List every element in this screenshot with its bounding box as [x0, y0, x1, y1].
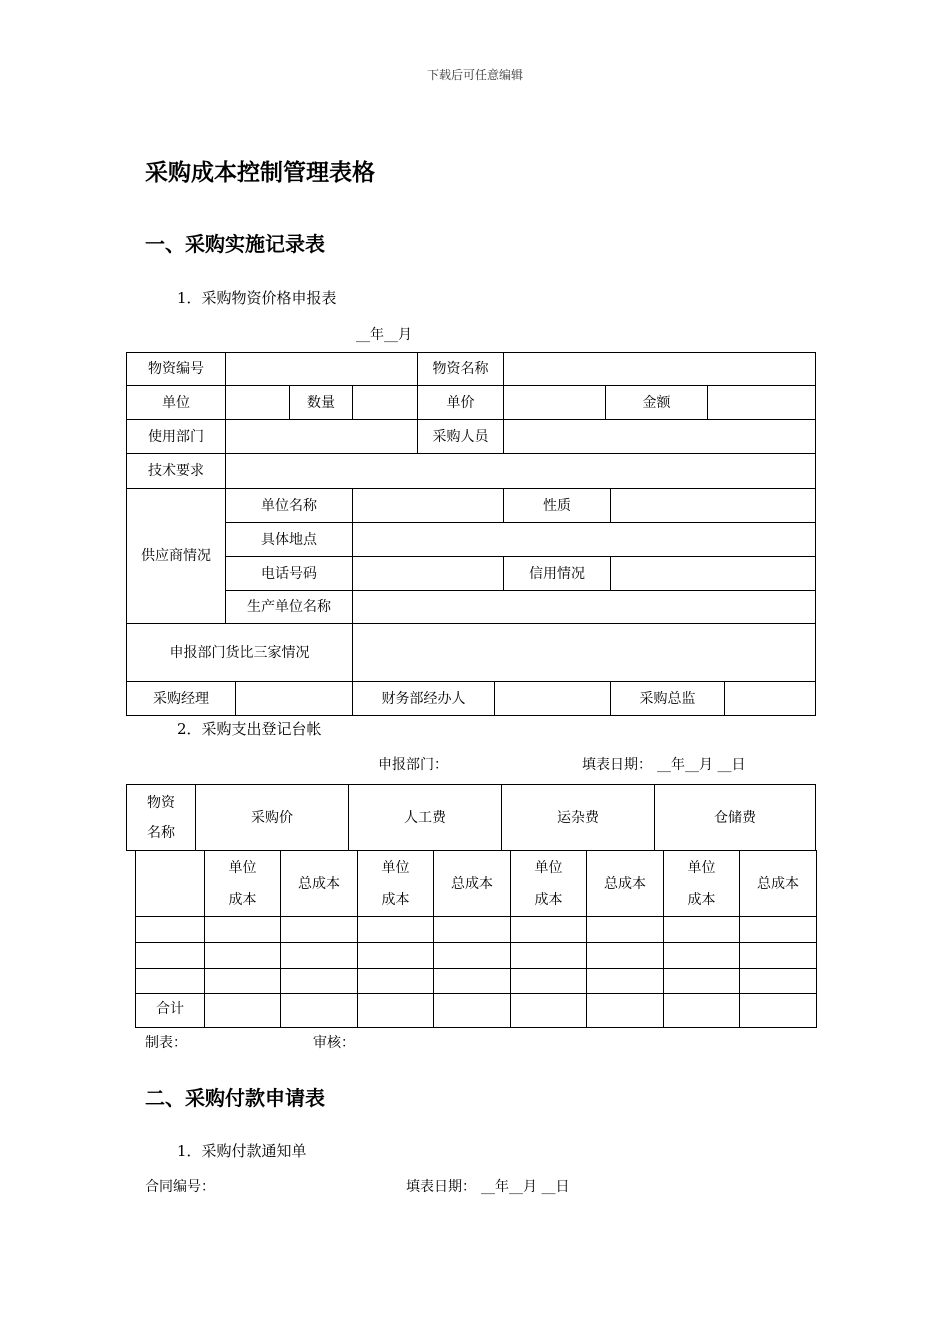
field-amount[interactable] — [707, 385, 816, 420]
ledger-cell[interactable] — [204, 968, 281, 994]
field-tech[interactable] — [225, 453, 816, 489]
label-director: 采购总监 — [610, 681, 725, 716]
ledger-cell[interactable] — [204, 942, 281, 969]
subheader-unit-cost — [510, 850, 587, 917]
field-unit[interactable] — [225, 385, 290, 420]
field-manager[interactable] — [235, 681, 353, 716]
subheader-total-cost: 总成本 — [433, 850, 511, 917]
ledger-cell[interactable] — [204, 916, 281, 943]
payment-notice-title: 1．采购付款通知单 — [177, 1142, 307, 1160]
ledger-cell[interactable] — [357, 968, 434, 994]
ledger-cell[interactable] — [280, 916, 358, 943]
ledger-cell[interactable] — [357, 942, 434, 969]
form2-date-label: 填表日期： — [582, 757, 652, 773]
subheader-total-cost: 总成本 — [280, 850, 358, 917]
unit-cost-line2: 成本 — [381, 891, 410, 908]
ledger-cell[interactable] — [433, 916, 511, 943]
label-supplier: 供应商情况 — [126, 488, 226, 624]
header-item-name-line2: 名称 — [147, 824, 175, 841]
ledger-cell[interactable] — [204, 993, 281, 1028]
field-compare[interactable] — [352, 623, 816, 682]
unit-cost-line2: 成本 — [228, 891, 257, 908]
subheader-unit-cost — [204, 850, 281, 917]
header-group-freight: 运杂费 — [501, 784, 655, 851]
ledger-cell[interactable] — [510, 993, 587, 1028]
contract-no-label: 合同编号： — [145, 1179, 215, 1195]
ledger-cell[interactable] — [280, 993, 358, 1028]
unit-cost-line1: 单位 — [687, 859, 716, 876]
field-sup-name[interactable] — [352, 488, 504, 523]
section2-title: 二、采购付款申请表 — [145, 1086, 325, 1110]
ledger-cell[interactable] — [280, 942, 358, 969]
field-item-no[interactable] — [225, 352, 418, 386]
header-item-name-line1: 物资 — [147, 794, 175, 811]
unit-cost-line1: 单位 — [228, 859, 257, 876]
label-tech: 技术要求 — [126, 453, 226, 489]
ledger-cell[interactable] — [739, 942, 817, 969]
label-nature: 性质 — [503, 488, 611, 523]
label-unit: 单位 — [126, 385, 226, 420]
label-item-name: 物资名称 — [417, 352, 504, 386]
field-nature[interactable] — [610, 488, 816, 523]
form2-title: 2．采购支出登记台帐 — [177, 720, 322, 738]
label-manager: 采购经理 — [126, 681, 236, 716]
label-credit: 信用情况 — [503, 556, 611, 591]
maker-label: 制表： — [145, 1035, 187, 1051]
ledger-cell[interactable] — [663, 942, 740, 969]
ledger-cell[interactable] — [280, 968, 358, 994]
ledger-cell[interactable] — [357, 993, 434, 1028]
label-amount: 金额 — [605, 385, 708, 420]
subheader-blank — [135, 850, 205, 917]
form1-date-line: __年__月 — [356, 327, 412, 343]
unit-cost-line2: 成本 — [534, 891, 563, 908]
label-location: 具体地点 — [225, 522, 353, 557]
row-item-name-cell[interactable] — [135, 942, 205, 969]
field-director[interactable] — [724, 681, 816, 716]
payment-date-value: __年__月 __日 — [481, 1179, 570, 1195]
ledger-cell[interactable] — [510, 916, 587, 943]
ledger-cell[interactable] — [739, 968, 817, 994]
ledger-cell[interactable] — [433, 993, 511, 1028]
form2-date-value: __年__月 __日 — [657, 757, 746, 773]
label-dept: 使用部门 — [126, 419, 226, 454]
ledger-cell[interactable] — [433, 942, 511, 969]
header-note: 下载后可任意编辑 — [426, 68, 523, 82]
header-group-labor: 人工费 — [348, 784, 502, 851]
ledger-cell[interactable] — [663, 993, 740, 1028]
label-finance: 财务部经办人 — [352, 681, 495, 716]
header-group-purchase: 采购价 — [195, 784, 349, 851]
header-group-storage: 仓储费 — [654, 784, 816, 851]
field-location[interactable] — [352, 522, 816, 557]
ledger-cell[interactable] — [586, 942, 664, 969]
field-item-name[interactable] — [503, 352, 816, 386]
label-compare: 申报部门货比三家情况 — [126, 623, 353, 682]
field-credit[interactable] — [610, 556, 816, 591]
unit-cost-line1: 单位 — [381, 859, 410, 876]
label-producer: 生产单位名称 — [225, 590, 353, 624]
field-quantity[interactable] — [352, 385, 418, 420]
unit-cost-line2: 成本 — [687, 891, 716, 908]
ledger-cell[interactable] — [510, 968, 587, 994]
ledger-cell[interactable] — [739, 916, 817, 943]
subheader-total-cost: 总成本 — [586, 850, 664, 917]
field-phone[interactable] — [352, 556, 504, 591]
label-item-no: 物资编号 — [126, 352, 226, 386]
label-phone: 电话号码 — [225, 556, 353, 591]
form1-title: 1．采购物资价格申报表 — [177, 289, 337, 307]
label-unit-price: 单价 — [417, 385, 504, 420]
total-row-label: 合计 — [135, 993, 205, 1028]
label-sup-name: 单位名称 — [225, 488, 353, 523]
ledger-cell[interactable] — [586, 968, 664, 994]
field-dept[interactable] — [225, 419, 418, 454]
section1-title: 一、采购实施记录表 — [145, 232, 325, 256]
field-unit-price[interactable] — [503, 385, 606, 420]
ledger-cell[interactable] — [663, 916, 740, 943]
ledger-cell[interactable] — [663, 968, 740, 994]
ledger-cell[interactable] — [433, 968, 511, 994]
field-producer[interactable] — [352, 590, 816, 624]
row-item-name-cell[interactable] — [135, 968, 205, 994]
ledger-cell[interactable] — [357, 916, 434, 943]
document-title: 采购成本控制管理表格 — [145, 160, 375, 186]
header-item-name — [126, 784, 196, 851]
unit-cost-line1: 单位 — [534, 859, 563, 876]
field-finance[interactable] — [494, 681, 611, 716]
ledger-cell[interactable] — [510, 942, 587, 969]
row-item-name-cell[interactable] — [135, 916, 205, 943]
ledger-cell[interactable] — [586, 993, 664, 1028]
ledger-cell[interactable] — [739, 993, 817, 1028]
label-buyer: 采购人员 — [417, 419, 504, 454]
form2-dept-label: 申报部门： — [378, 757, 448, 773]
subheader-unit-cost — [357, 850, 434, 917]
payment-date-label: 填表日期： — [406, 1179, 476, 1195]
ledger-cell[interactable] — [586, 916, 664, 943]
subheader-total-cost: 总成本 — [739, 850, 817, 917]
field-buyer[interactable] — [503, 419, 816, 454]
label-quantity: 数量 — [289, 385, 353, 420]
subheader-unit-cost — [663, 850, 740, 917]
reviewer-label: 审核： — [313, 1035, 355, 1051]
